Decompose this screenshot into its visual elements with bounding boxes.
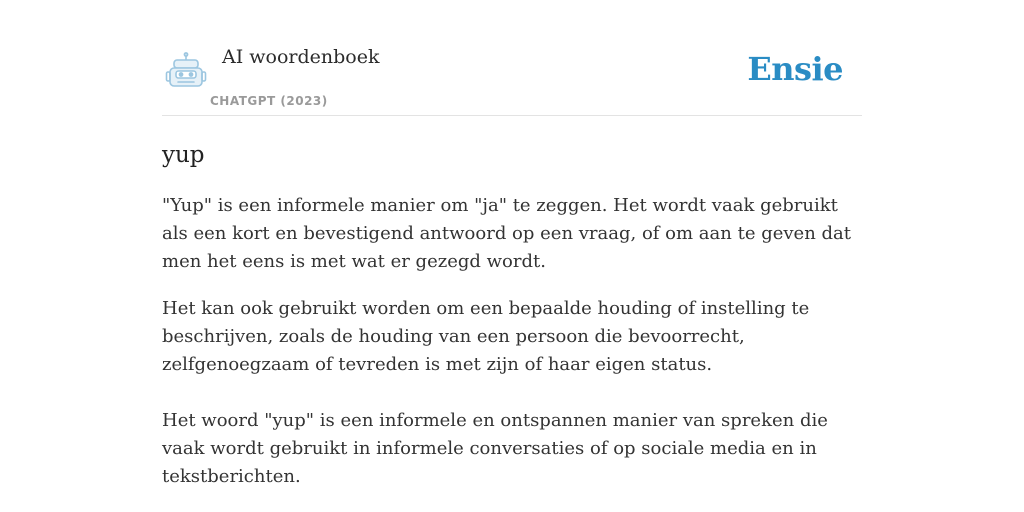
- definition-paragraph: Het woord "yup" is een informele en ontspannen manier van spreken die vaak wordt gebruikt in informele conversaties of op sociale media en in tekstberichten.: [162, 410, 828, 487]
- entry-header: [162, 40, 862, 116]
- brand-logo[interactable]: Ensie: [747, 50, 843, 88]
- source-label: CHATGPT (2023): [210, 94, 328, 108]
- entry-word: yup: [162, 142, 205, 168]
- definition-paragraph: Het kan ook gebruikt worden om een bepaalde houding of instelling te beschrijven, zoals de houding van een persoon die bevoorrecht, zelfgenoegzaam of tevreden is met zijn of haar eigen status.: [162, 298, 810, 375]
- site-title[interactable]: AI woordenboek: [222, 46, 380, 68]
- robot-icon: [165, 52, 207, 90]
- definition-paragraph: "Yup" is een informele manier om "ja" te zeggen. Het wordt vaak gebruikt als een kort en bevestigend antwoord op een vraag, of om aan te geven dat men het eens is met wat er gezegd wordt.: [162, 195, 851, 272]
- entry-card: [162, 40, 862, 491]
- entry-definition: [162, 192, 862, 491]
